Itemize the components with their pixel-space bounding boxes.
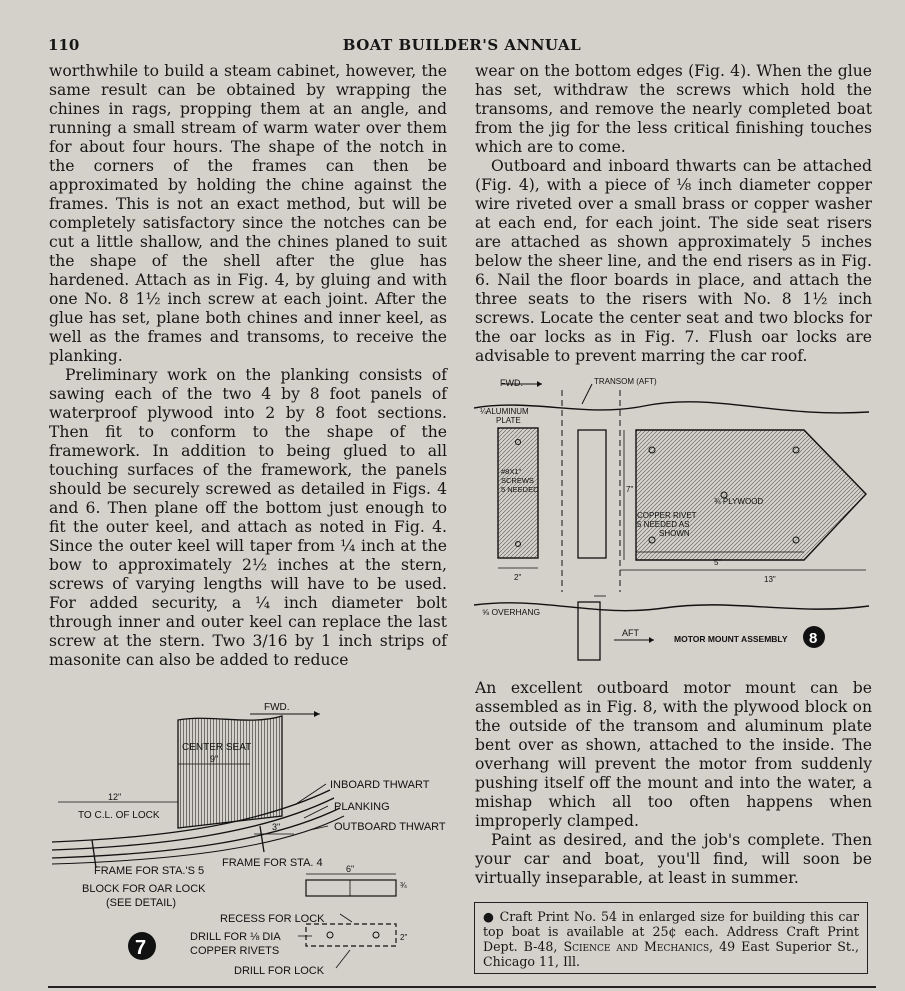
dim-3: 3": [272, 822, 281, 832]
figure-8-motor-mount-diagram: [474, 370, 884, 665]
page-header: [48, 36, 876, 58]
screws-label: #8X1": [501, 467, 522, 476]
craft-text: Craft Print No. 54 in enlarged size for building this car top boat is available at 25¢ each. Address Craft Print Dept. B-48,: [483, 909, 859, 954]
fwd-label: FWD.: [264, 702, 290, 713]
fwd-label: FWD.: [500, 378, 523, 388]
dim-6: 6": [346, 864, 355, 874]
paragraph: worthwhile to build a steam cabinet, however, the same result can be obtained by wrapping the chines in rags, propping them at an angle, and running a small stream of warm water over them for about four hours. The shape of the notch in the corners of the frames can then be approximated by holding the chine against the frames. This is not an exact method, but will be completely satisfactory since the notches can be cut a little shallow, and the chines planed to suit the shape of the shell after the glue has hardened. Attach as in Fig. 4, by gluing and with one No. 8 1½ inch screw at each joint. After the glue has set, plane both chines and inner keel, as well as the frames and transoms, to receive the planking.: [49, 62, 447, 365]
paragraph: Outboard and inboard thwarts can be attached (Fig. 4), with a piece of ⅛ inch diameter copper wire riveted over a small brass or copper washer at each end, for each joint. The side seat risers are attached as shown approximately 5 inches below the sheer line, and the end risers as in Fig. 6. Nail the floor boards in place, and attach the three seats to the risers with No. 8 1½ inch screws. Locate the center seat and two blocks for the oar locks as in Fig. 7. Flush oar locks are advisable to prevent marring the car roof.: [475, 157, 872, 365]
bottom-rule: [48, 986, 876, 988]
aluminum-label: ALUMINUM: [486, 407, 529, 416]
outboard-thwart-label: OUTBOARD THWART: [334, 821, 446, 833]
paragraph: An excellent outboard motor mount can be assembled as in Fig. 8, with the plywood block on the outside of the transom and aluminum plate bent over as shown, attached to the inside. The overhang will prevent the motor from suddenly pushing itself off the mount and into the water, a mishap which all too often happens when improperly clamped.: [475, 679, 872, 830]
right-column-top: [475, 62, 872, 366]
frame-sta5-label: FRAME FOR STA.'S 5: [94, 865, 205, 877]
running-title: BOAT BUILDER'S ANNUAL: [342, 36, 582, 54]
overhang-label: ⅝ OVERHANG: [482, 607, 541, 617]
aft-label: AFT: [622, 628, 639, 638]
aluminum-label: PLATE: [496, 416, 521, 425]
drill-label: DRILL FOR ⅛ DIA: [190, 931, 281, 943]
plywood-label: ¾ PLYWOOD: [714, 497, 764, 506]
figure-number: 7: [135, 937, 147, 959]
aluminum-frac: ¼: [480, 407, 487, 416]
inboard-thwart-label: INBOARD THWART: [330, 779, 430, 791]
publisher-name: Science and Mechanics,: [563, 939, 714, 954]
block-label: (SEE DETAIL): [106, 897, 177, 909]
to-cl-label: TO C.L. OF LOCK: [78, 810, 160, 821]
bullet: ●: [483, 909, 495, 924]
paragraph: wear on the bottom edges (Fig. 4). When the glue has set, withdraw the screws which hold the transoms, and remove the nearly completed boat from the jig for the less critical finishing touches which are to come.: [475, 62, 872, 156]
figure-number: 8: [809, 630, 818, 647]
paragraph: Preliminary work on the planking consists of sawing each of the two 4 by 8 foot panels of waterproof plywood into 2 by 8 foot sections. Then fit to conform to the shape of the framework. In addition to being glued to all touching surfaces of the framework, the panels should be securely screwed as detailed in Figs. 4 and 6. Then plane off the bottom just enough to fit the outer keel, and attach as noted in Fig. 4. Since the outer keel will taper from ¼ inch at the bow to approximately 2½ inches at the stern, screws of varying lengths will have to be used. For added security, a ¼ inch diameter bolt through inner and outer keel can replace the last screw at the stern. Two 3/16 by 1 inch strips of masonite can also be added to reduce: [49, 366, 447, 669]
recess-label: RECESS FOR LOCK: [220, 913, 325, 925]
dim-34: ¾: [400, 881, 407, 890]
rivet-label: SHOWN: [659, 529, 690, 538]
dim-12: 12": [108, 792, 122, 802]
drill-label: COPPER RIVETS: [190, 945, 280, 957]
right-column-bottom: [475, 679, 872, 888]
figure-caption: MOTOR MOUNT ASSEMBLY: [674, 634, 788, 644]
dim-2: 2": [514, 573, 522, 582]
dim-13: 13": [764, 575, 776, 584]
block-label: BLOCK FOR OAR LOCK: [82, 883, 206, 895]
dim-9: 9": [210, 754, 219, 764]
rivet-label: COPPER RIVET: [637, 511, 697, 520]
screws-label: 5 NEEDED: [501, 485, 539, 494]
figure-7-oar-lock-diagram: [50, 700, 460, 982]
left-column: [49, 62, 447, 670]
drill-lock-label: DRILL FOR LOCK: [234, 965, 325, 977]
page-number: 110: [48, 36, 80, 54]
craft-print-notice: [474, 902, 868, 974]
dim-7: 7": [626, 485, 634, 494]
craft-address: 49 East Superior St., Chicago 11, Ill.: [483, 939, 859, 969]
transom-label: TRANSOM (AFT): [594, 377, 657, 386]
rivet-label: 5 NEEDED AS: [637, 520, 690, 529]
frame-sta4-label: FRAME FOR STA. 4: [222, 857, 323, 869]
paragraph: Paint as desired, and the job's complete. Then your car and boat, you'll find, will soon be virtually inseparable, at least in summer.: [475, 831, 872, 887]
dim-2: 2": [400, 933, 408, 942]
dim-5: 5": [714, 558, 722, 567]
planking-label: PLANKING: [334, 801, 390, 813]
center-seat-label: CENTER SEAT: [182, 742, 252, 753]
screws-label: SCREWS: [501, 476, 534, 485]
